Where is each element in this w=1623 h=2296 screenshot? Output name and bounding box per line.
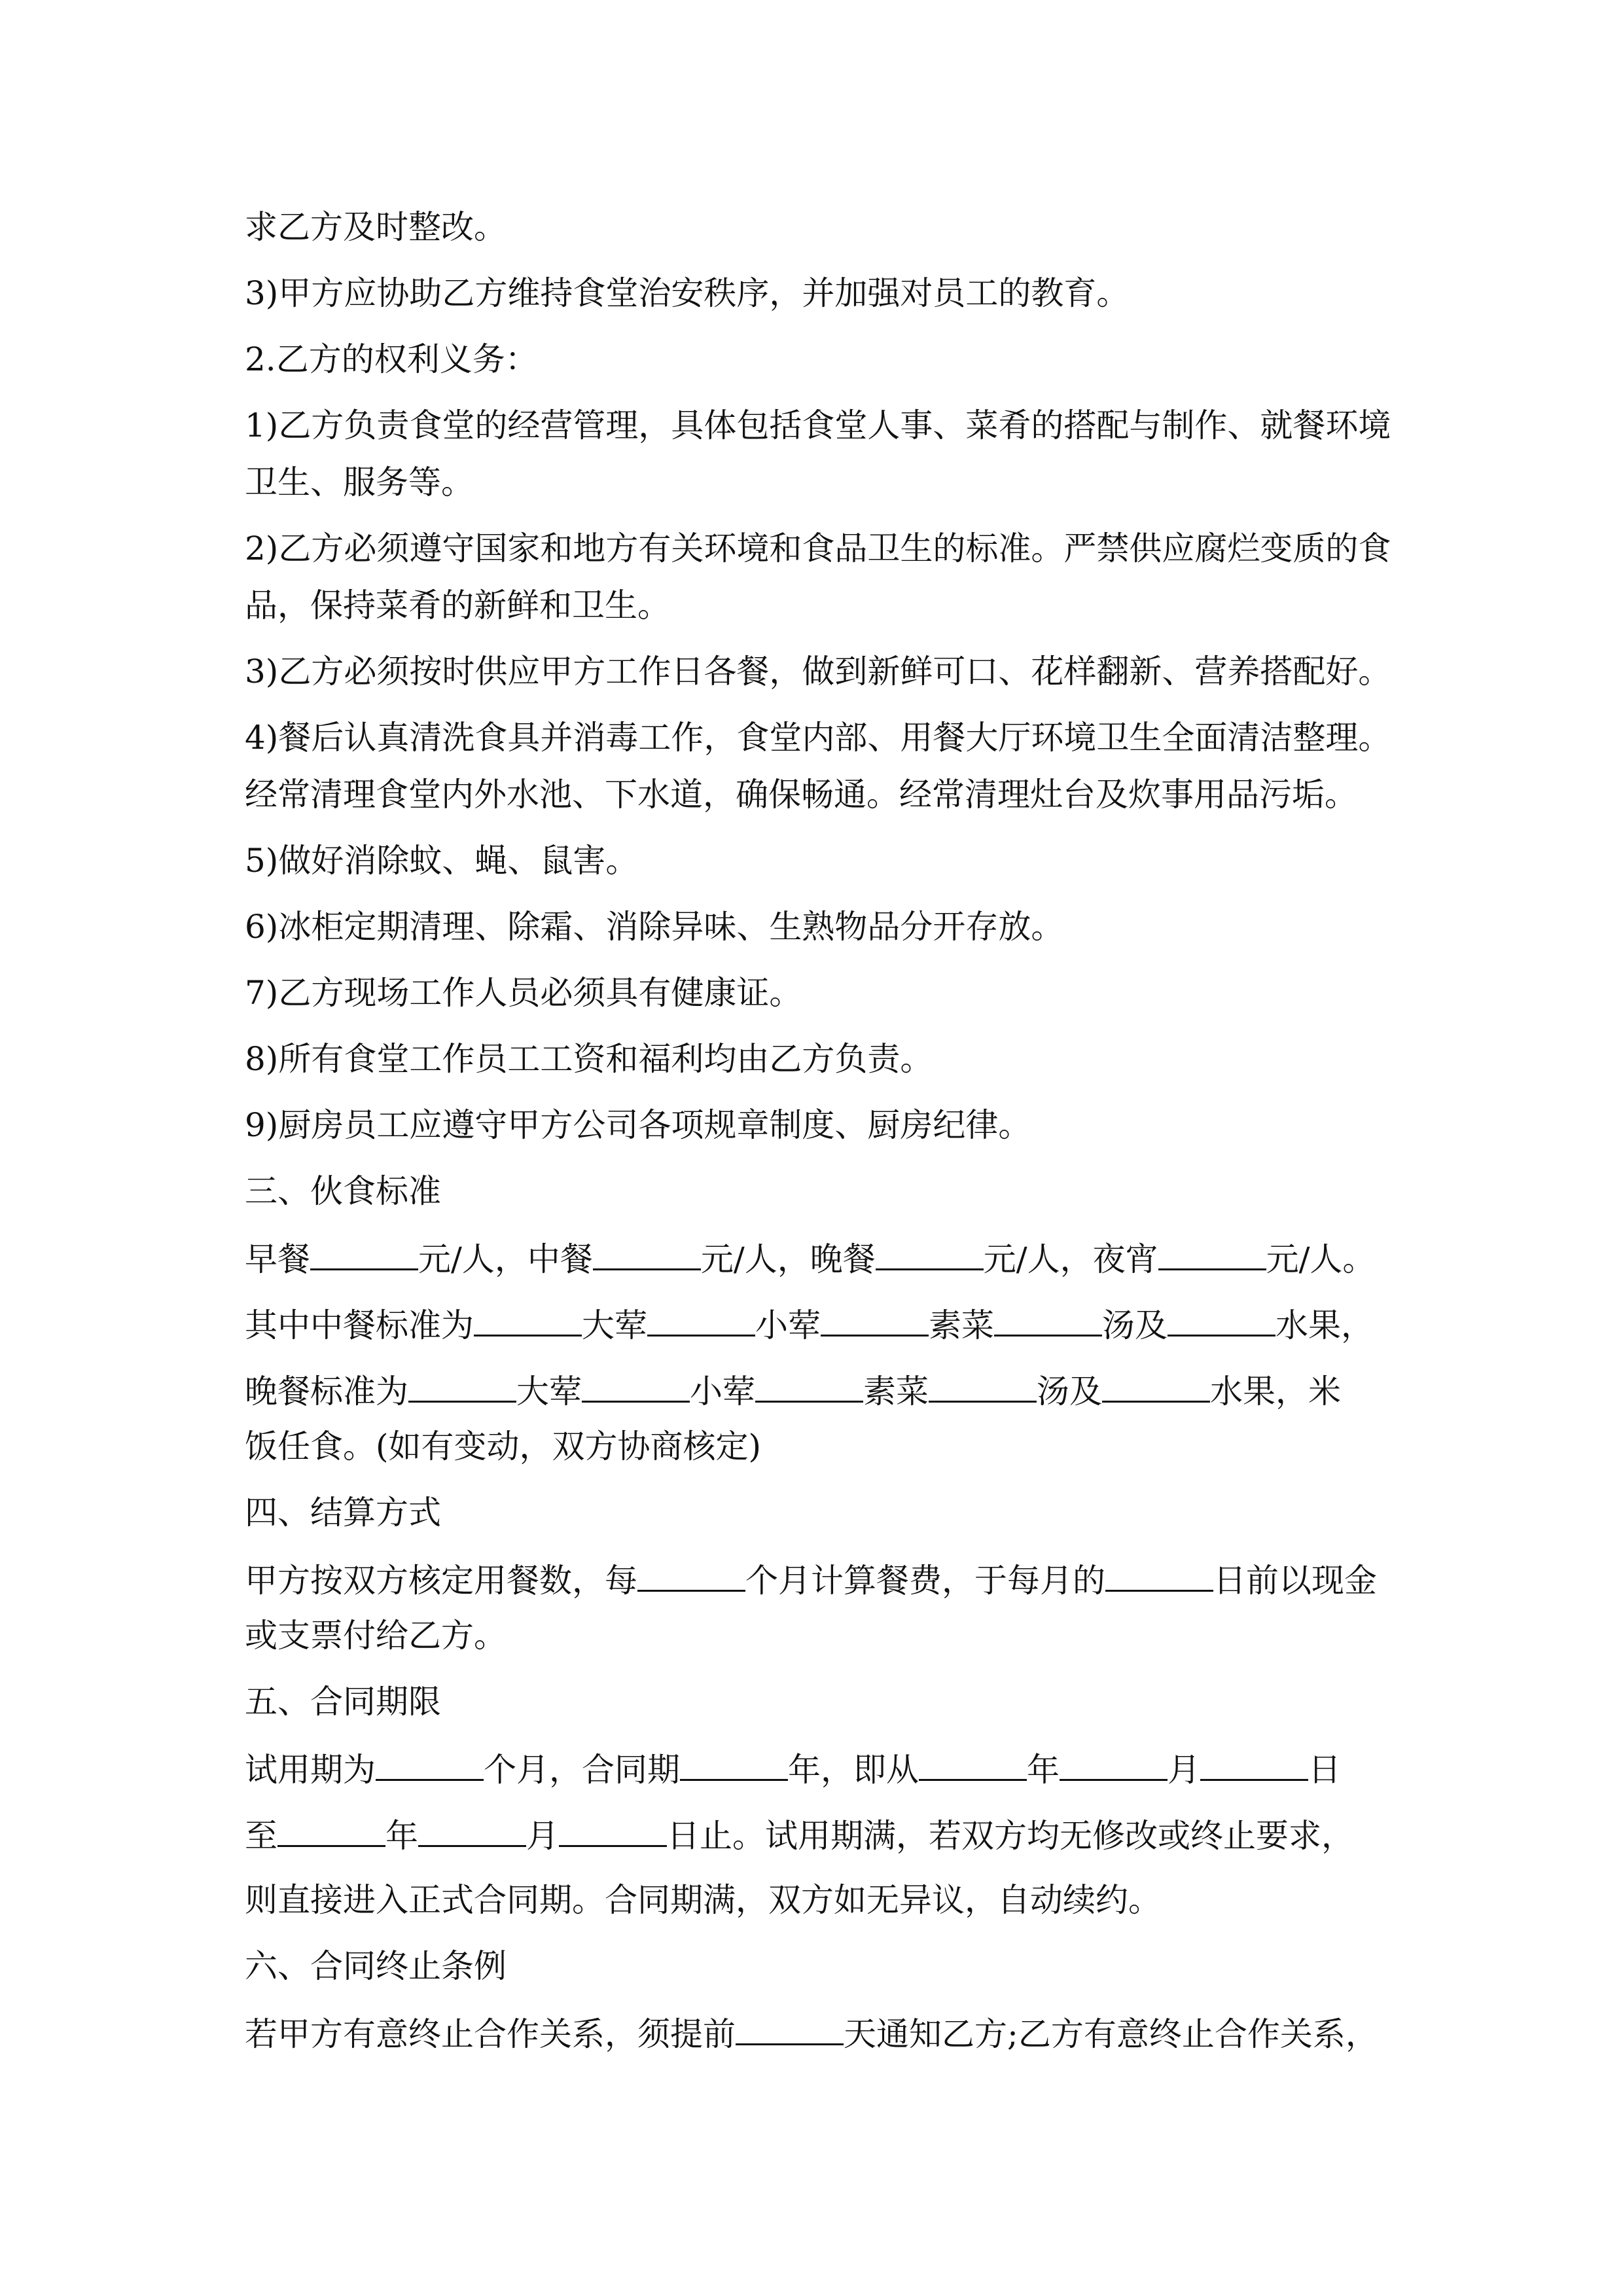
- fill-in-blank[interactable]: [559, 1807, 667, 1847]
- fill-in-blank[interactable]: [1158, 1230, 1266, 1270]
- text-segment: 年: [385, 1817, 418, 1855]
- text-line: [245, 1552, 1397, 1605]
- text-segment: 水果，: [1275, 1306, 1374, 1344]
- text-segment: 五、合同期限: [245, 1683, 441, 1721]
- fill-in-blank[interactable]: [1060, 1741, 1168, 1781]
- text-segment: 大荤: [516, 1372, 582, 1410]
- fill-in-blank[interactable]: [755, 1363, 863, 1403]
- fill-in-blank[interactable]: [376, 1741, 484, 1781]
- text-segment: 1)乙方负责食堂的经营管理，具体包括食堂人事、菜肴的搭配与制作、就餐环境: [245, 406, 1391, 444]
- text-line: [245, 711, 1397, 764]
- text-segment: 9)厨房员工应遵守甲方公司各项规章制度、厨房纪律。: [245, 1106, 1031, 1144]
- text-segment: 早餐: [245, 1240, 310, 1278]
- text-segment: 2)乙方必须遵守国家和地方有关环境和食品卫生的标准。严禁供应腐烂变质的食: [245, 529, 1391, 567]
- text-line: [245, 645, 1397, 698]
- text-line: [245, 1230, 1397, 1284]
- fill-in-blank[interactable]: [929, 1363, 1037, 1403]
- text-segment: 三、伙食标准: [245, 1172, 441, 1210]
- section-subheading: [245, 332, 1397, 386]
- fill-in-blank[interactable]: [582, 1363, 690, 1403]
- fill-in-blank[interactable]: [994, 1297, 1102, 1336]
- fill-in-blank[interactable]: [408, 1363, 516, 1403]
- text-segment: 饭任食。(如有变动，双方协商核定): [245, 1427, 762, 1465]
- text-line: [245, 1297, 1397, 1350]
- text-segment: 元/人，晚餐: [700, 1240, 876, 1278]
- text-segment: 个月计算餐费，于每月的: [745, 1562, 1105, 1600]
- text-line: [245, 399, 1397, 452]
- text-segment: 个月，合同期: [484, 1751, 680, 1789]
- text-segment: 水果，米: [1210, 1372, 1341, 1410]
- text-segment: 年: [1027, 1751, 1060, 1789]
- text-segment: 年，即从: [788, 1751, 919, 1789]
- text-line: [245, 900, 1397, 954]
- fill-in-blank[interactable]: [736, 2005, 844, 2045]
- text-line: [245, 1873, 1397, 1927]
- text-segment: 元/人。: [1266, 1240, 1376, 1278]
- text-line: [245, 522, 1397, 575]
- fill-in-blank[interactable]: [821, 1297, 929, 1336]
- text-segment: 汤及: [1102, 1306, 1168, 1344]
- text-segment: 8)所有食堂工作员工工资和福利均由乙方负责。: [245, 1040, 933, 1078]
- text-line: [245, 1098, 1397, 1152]
- text-segment: 试用期为: [245, 1751, 376, 1789]
- text-segment: 甲方按双方核定用餐数，每: [245, 1562, 637, 1600]
- text-line: [245, 1609, 1397, 1662]
- text-line: [245, 1807, 1397, 1861]
- text-segment: 元/人，夜宵: [983, 1240, 1158, 1278]
- text-segment: 四、结算方式: [245, 1494, 441, 1532]
- text-line: [245, 768, 1397, 821]
- fill-in-blank[interactable]: [1200, 1741, 1308, 1781]
- text-segment: 素菜: [929, 1306, 994, 1344]
- text-segment: 则直接进入正式合同期。合同期满，双方如无异议，自动续约。: [245, 1881, 1161, 1919]
- text-segment: 3)乙方必须按时供应甲方工作日各餐，做到新鲜可口、花样翻新、营养搭配好。: [245, 653, 1391, 691]
- text-segment: 元/人，中餐: [418, 1240, 593, 1278]
- text-segment: 5)做好消除蚊、蝇、鼠害。: [245, 842, 639, 880]
- text-line: [245, 200, 1397, 254]
- text-line: [245, 1420, 1397, 1473]
- text-segment: 六、合同终止条例: [245, 1947, 507, 1985]
- text-segment: 4)餐后认真清洗食具并消毒工作，食堂内部、用餐大厅环境卫生全面清洁整理。: [245, 719, 1391, 757]
- section-heading: [245, 1939, 1397, 1993]
- text-line: [245, 966, 1397, 1020]
- text-segment: 2.乙方的权利义务：: [245, 340, 538, 378]
- text-segment: 至: [245, 1817, 277, 1855]
- fill-in-blank[interactable]: [1168, 1297, 1275, 1336]
- fill-in-blank[interactable]: [637, 1552, 745, 1592]
- text-segment: 素菜: [863, 1372, 929, 1410]
- fill-in-blank[interactable]: [1105, 1552, 1213, 1592]
- fill-in-blank[interactable]: [474, 1297, 582, 1336]
- text-segment: 日前以现金: [1213, 1562, 1377, 1600]
- text-segment: 日: [1308, 1751, 1341, 1789]
- text-line: [245, 456, 1397, 509]
- fill-in-blank[interactable]: [277, 1807, 385, 1847]
- text-segment: 晚餐标准为: [245, 1372, 408, 1410]
- text-segment: 3)甲方应协助乙方维持食堂治安秩序，并加强对员工的教育。: [245, 274, 1130, 312]
- section-heading: [245, 1486, 1397, 1539]
- text-segment: 小荤: [755, 1306, 821, 1344]
- text-segment: 卫生、服务等。: [245, 463, 474, 501]
- text-segment: 天通知乙方;乙方有意终止合作关系，: [844, 2015, 1378, 2053]
- text-segment: 经常清理食堂内外水池、下水道，确保畅通。经常清理灶台及炊事用品污垢。: [245, 776, 1357, 814]
- text-line: [245, 1741, 1397, 1795]
- text-line: [245, 579, 1397, 632]
- text-line: [245, 1363, 1397, 1416]
- section-heading: [245, 1164, 1397, 1218]
- text-line: [245, 1032, 1397, 1086]
- text-segment: 汤及: [1037, 1372, 1102, 1410]
- text-segment: 月: [526, 1817, 559, 1855]
- text-line: [245, 2005, 1397, 2059]
- text-segment: 月: [1168, 1751, 1200, 1789]
- fill-in-blank[interactable]: [310, 1230, 418, 1270]
- text-segment: 或支票付给乙方。: [245, 1617, 507, 1655]
- fill-in-blank[interactable]: [1102, 1363, 1210, 1403]
- text-segment: 6)冰柜定期清理、除霜、消除异味、生熟物品分开存放。: [245, 908, 1064, 946]
- text-segment: 若甲方有意终止合作关系，须提前: [245, 2015, 736, 2053]
- text-segment: 小荤: [690, 1372, 755, 1410]
- text-segment: 日止。试用期满，若双方均无修改或终止要求，: [667, 1817, 1354, 1855]
- fill-in-blank[interactable]: [647, 1297, 755, 1336]
- fill-in-blank[interactable]: [593, 1230, 701, 1270]
- fill-in-blank[interactable]: [876, 1230, 984, 1270]
- text-line: [245, 266, 1397, 320]
- text-segment: 其中中餐标准为: [245, 1306, 474, 1344]
- text-segment: 求乙方及时整改。: [245, 208, 507, 246]
- fill-in-blank[interactable]: [919, 1741, 1027, 1781]
- text-segment: 品，保持菜肴的新鲜和卫生。: [245, 586, 670, 624]
- fill-in-blank[interactable]: [418, 1807, 526, 1847]
- section-heading: [245, 1675, 1397, 1729]
- text-segment: 7)乙方现场工作人员必须具有健康证。: [245, 974, 802, 1012]
- text-line: [245, 834, 1397, 888]
- fill-in-blank[interactable]: [680, 1741, 788, 1781]
- text-segment: 大荤: [582, 1306, 647, 1344]
